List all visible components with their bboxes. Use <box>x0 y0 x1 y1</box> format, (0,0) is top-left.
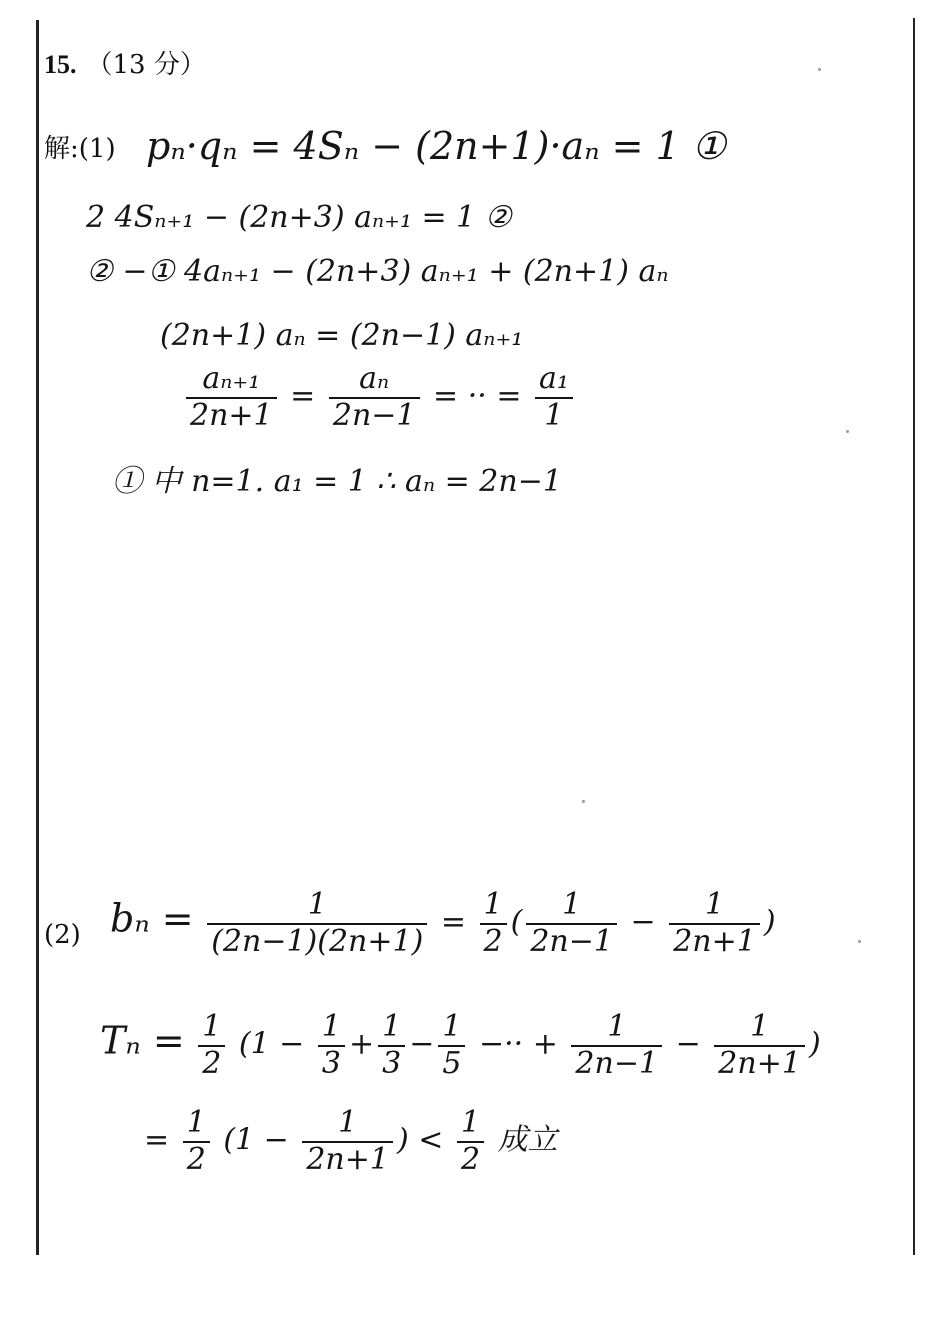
part1-line-2: 2 4Sₙ₊₁ − (2n+3) aₙ₊₁ = 1 ② <box>86 200 512 235</box>
fraction: $\frac{\text{aₙ₊₁}}{2n+1}$ <box>186 362 277 433</box>
fraction: $\frac{1}{2n-1}$ <box>526 888 617 959</box>
fraction: $\frac{1}{2}$ <box>480 888 507 959</box>
fraction: $\frac{\text{a₁}}{1}$ <box>535 362 573 433</box>
fraction: $\frac{1}{3}$ <box>318 1010 345 1081</box>
fraction: $\frac{1}{(2n-1)(2n+1)}$ <box>207 888 427 959</box>
fraction: $\frac{1}{2n+1}$ <box>714 1010 805 1081</box>
fraction: $\frac{1}{2}$ <box>198 1010 225 1081</box>
fraction: $\frac{1}{3}$ <box>378 1010 405 1081</box>
part1-fraction-line: $\frac{\text{aₙ₊₁}}{2n+1}$ = $\frac{\text{aₙ}}{2n-1}$ = ·· = $\frac{\text{a₁}}{1}$ <box>182 362 577 433</box>
question-score: （13 分） <box>86 50 206 80</box>
part1-conclusion: ① 中 n=1. a₁ = 1 ∴ aₙ = 2n−1 <box>112 464 562 499</box>
scan-speck <box>846 430 849 433</box>
fraction: $\frac{1}{2n+1}$ <box>302 1106 393 1177</box>
part1-line-4: (2n+1) aₙ = (2n−1) aₙ₊₁ <box>160 318 524 353</box>
fraction: $\frac{1}{2n-1}$ <box>571 1010 662 1081</box>
part1-label: 解:(1) <box>44 134 116 164</box>
part2-tn-line: Tₙ = $\frac{1}{2}$ (1 − $\frac{1}{3}$ + $\frac{1}{3}$ − $\frac{1}{5}$ −·· + $\frac{1}{2n-1}$ − $\frac{1}{2n+1}$ ) <box>100 1009 821 1081</box>
fraction: $\frac{1}{2n+1}$ <box>669 888 760 959</box>
scan-speck <box>818 68 821 71</box>
fraction: $\frac{\text{aₙ}}{2n-1}$ <box>329 362 420 433</box>
scan-speck <box>582 800 585 803</box>
part1-line-3: ② −① 4aₙ₊₁ − (2n+3) aₙ₊₁ + (2n+1) aₙ <box>86 254 669 289</box>
fraction: $\frac{1}{2}$ <box>183 1106 210 1177</box>
right-margin-line <box>913 18 915 1255</box>
fraction: $\frac{1}{5}$ <box>438 1010 465 1081</box>
part2-result-line: = $\frac{1}{2}$ (1 − $\frac{1}{2n+1}$ ) < $\frac{1}{2}$ 成立 <box>144 1105 558 1177</box>
part1-line-1: pₙ·qₙ = 4Sₙ − (2n+1)·aₙ = 1 ① <box>146 124 726 168</box>
part2-bn-line: bₙ = $\frac{1}{(2n-1)(2n+1)}$ = $\frac{1}{2}$ ( $\frac{1}{2n-1}$ − $\frac{1}{2n+1}$ ) <box>110 887 776 959</box>
left-margin-line <box>36 20 39 1255</box>
question-header <box>44 44 206 81</box>
fraction: $\frac{1}{2}$ <box>457 1106 484 1177</box>
question-number: 15. <box>44 50 77 79</box>
scan-speck <box>858 940 861 943</box>
part2-label: (2) <box>44 920 81 950</box>
